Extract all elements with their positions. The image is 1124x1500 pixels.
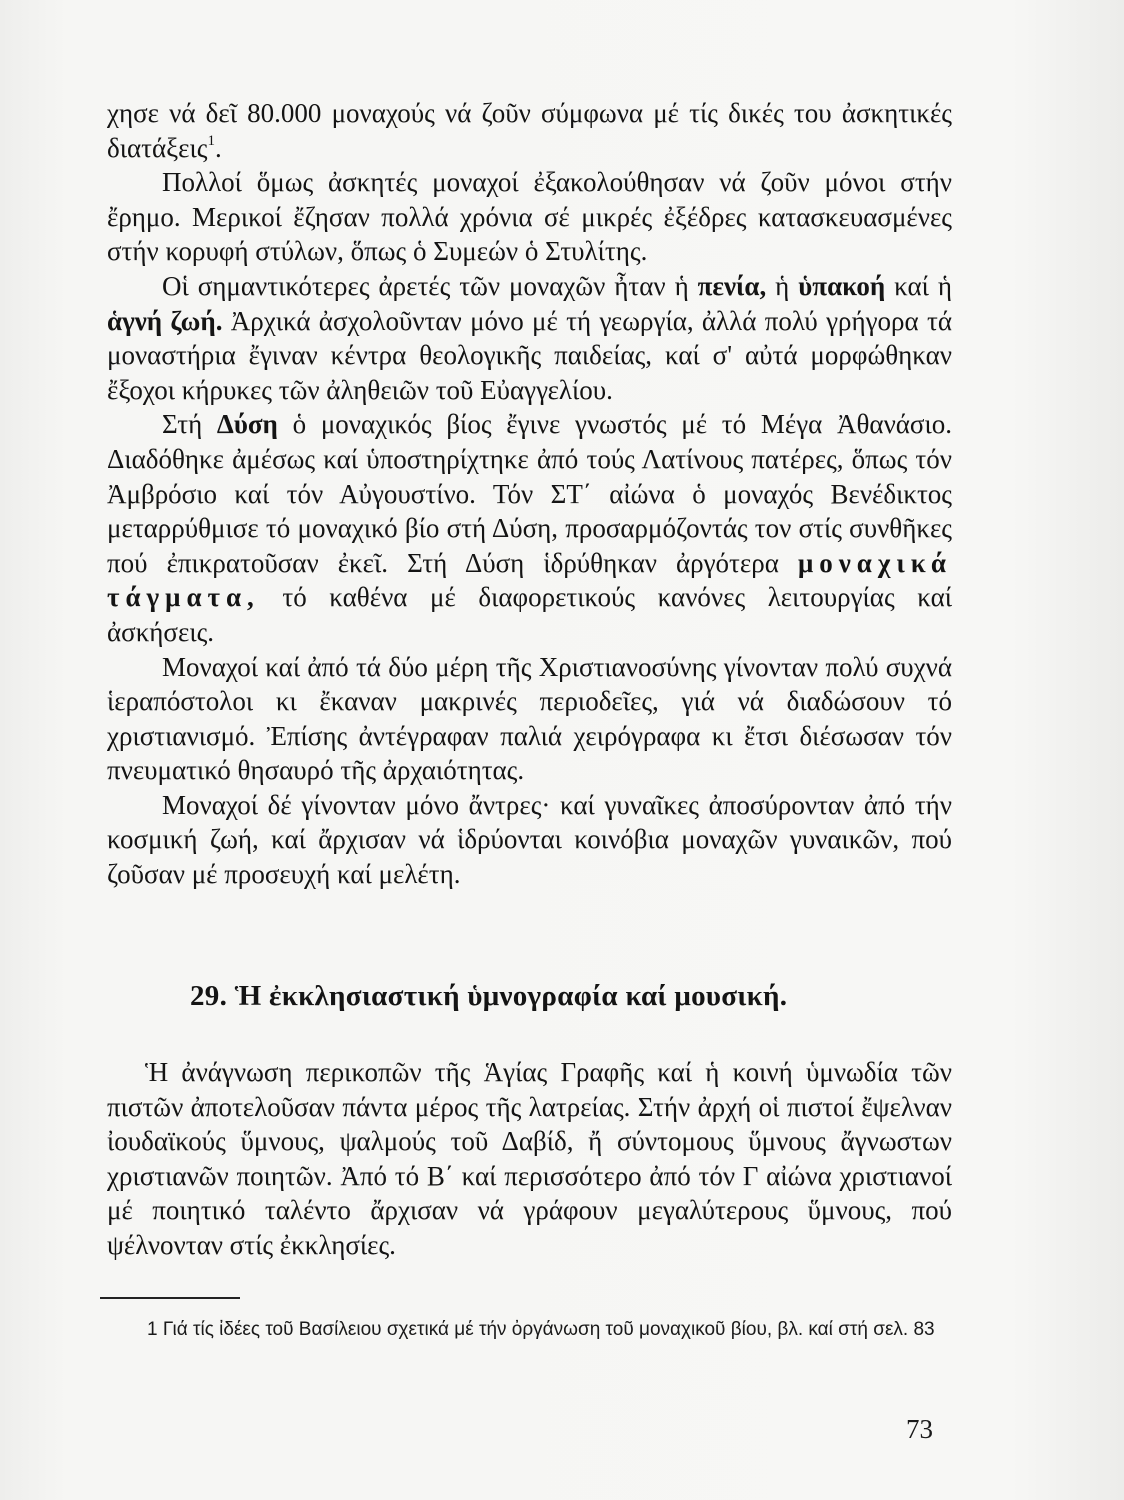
paragraph: Ἡ ἀνάγνωση περικοπῶν τῆς Ἁγίας Γραφῆς καί ἡ κοινή ὑμνωδία τῶν πιστῶν ἀποτελοῦσαν πάντα μέρος τῆς λατρείας. Στήν ἀρχή οἱ πιστοί ἔψελναν ἰουδαϊκούς ὕμνους, ψαλμούς τοῦ Δαβίδ, ἤ σύντομους ὕμνους ἄγνωστων χριστιανῶν ποιητῶν. Ἀπό τό Β΄ καί περισσότερο ἀπό τόν Γ αἰώνα χριστιανοί μέ ποιητικό ταλέντο ἄρχισαν νά γράφουν μεγαλύτερους ὕμνους, πού ψέλνονταν στίς ἐκκλησίες. (107, 1057, 952, 1260)
page-number: 73 (906, 1414, 933, 1444)
footnote: 1 Γιά τίς ἰδέες τοῦ Βασίλειου σχετικά μέ τήν ὀργάνωση τοῦ μοναχικοῦ βίου, βλ. καί στή σελ. 83 (147, 1319, 935, 1340)
main-text (107, 96, 952, 892)
emphasis-west: Δύση (216, 409, 278, 440)
section-heading: 29. Ἡ ἐκκλησιαστική ὑμνογραφία καί μουσική. (190, 980, 788, 1012)
paragraph: Στή Δύση ὁ μοναχικός βίος ἔγινε γνωστός μέ τό Μέγα Ἀθανάσιο. Διαδόθηκε ἀμέσως καί ὑποστηρίχτηκε ἀπό τούς Λατίνους πατέρες, ὅπως τόν Ἀμβρόσιο καί τόν Αὐγουστίνο. Τόν ΣΤ΄ αἰώνα ὁ μοναχός Βενέδικτος μεταρρύθμισε τό μοναχικό βίο στή Δύση, προσαρμόζοντάς τον στίς συνθῆκες πού ἐπικρατοῦσαν ἐκεῖ. Στή Δύση ἱδρύθηκαν ἀργότερα μοναχικά τάγματα, τό καθένα μέ διαφορετικούς κανόνες λειτουργίας καί ἀσκήσεις. (107, 409, 952, 647)
footnote-divider (100, 1297, 240, 1299)
emphasis-poverty: πενία, (697, 270, 767, 301)
paragraph: Μοναχοί καί ἀπό τά δύο μέρη τῆς Χριστιανοσύνης γίνονταν πολύ συχνά ἱεραπόστολοι κι ἔκαναν μακρινές περιοδεῖες, γιά νά διαδώσουν τό χριστιανισμό. Ἐπίσης ἀντέγραφαν παλιά χειρόγραφα κι ἔτσι διέσωσαν τόν πνευματικό θησαυρό τῆς ἀρχαιότητας. (107, 651, 952, 786)
emphasis-monastic-orders: μοναχικά τάγματα, (107, 547, 952, 613)
emphasis-obedience: ὑπακοή (798, 270, 886, 301)
footnote-reference[interactable]: 1 (207, 132, 215, 149)
section-text (107, 1055, 952, 1263)
paragraph: χησε νά δεῖ 80.000 μοναχούς νά ζοῦν σύμφωνα μέ τίς δικές του ἀσκητικές διατάξεις$^1$. (107, 98, 952, 163)
paragraph: Οἱ σημαντικότερες ἀρετές τῶν μοναχῶν ἦταν ἡ πενία, ἡ ὑπακοή καί ἡ ἁγνή ζωή. Ἀρχικά ἀσχολοῦνταν μόνο μέ τή γεωργία, ἀλλά πολύ γρήγορα τά μοναστήρια ἔγιναν κέντρα θεολογικῆς παιδείας, καί σ' αὐτά μορφώθηκαν ἔξοχοι κήρυκες τῶν ἀληθειῶν τοῦ Εὐαγγελίου. (107, 270, 952, 405)
paragraph: Μοναχοί δέ γίνονταν μόνο ἄντρες· καί γυναῖκες ἀποσύρονταν ἀπό τήν κοσμική ζωή, καί ἄρχισαν νά ἱδρύονται κοινόβια μοναχῶν γυναικῶν, πού ζοῦσαν μέ προσευχή καί μελέτη. (107, 789, 952, 890)
paragraph: Πολλοί ὅμως ἀσκητές μοναχοί ἐξακολούθησαν νά ζοῦν μόνοι στήν ἔρημο. Μερικοί ἔζησαν πολλά χρόνια σέ μικρές ἐξέδρες κατασκευασμένες στήν κορυφή στύλων, ὅπως ὁ Συμεών ὁ Στυλίτης. (107, 167, 952, 267)
emphasis-chastity: ἁγνή ζωή. (107, 305, 223, 336)
